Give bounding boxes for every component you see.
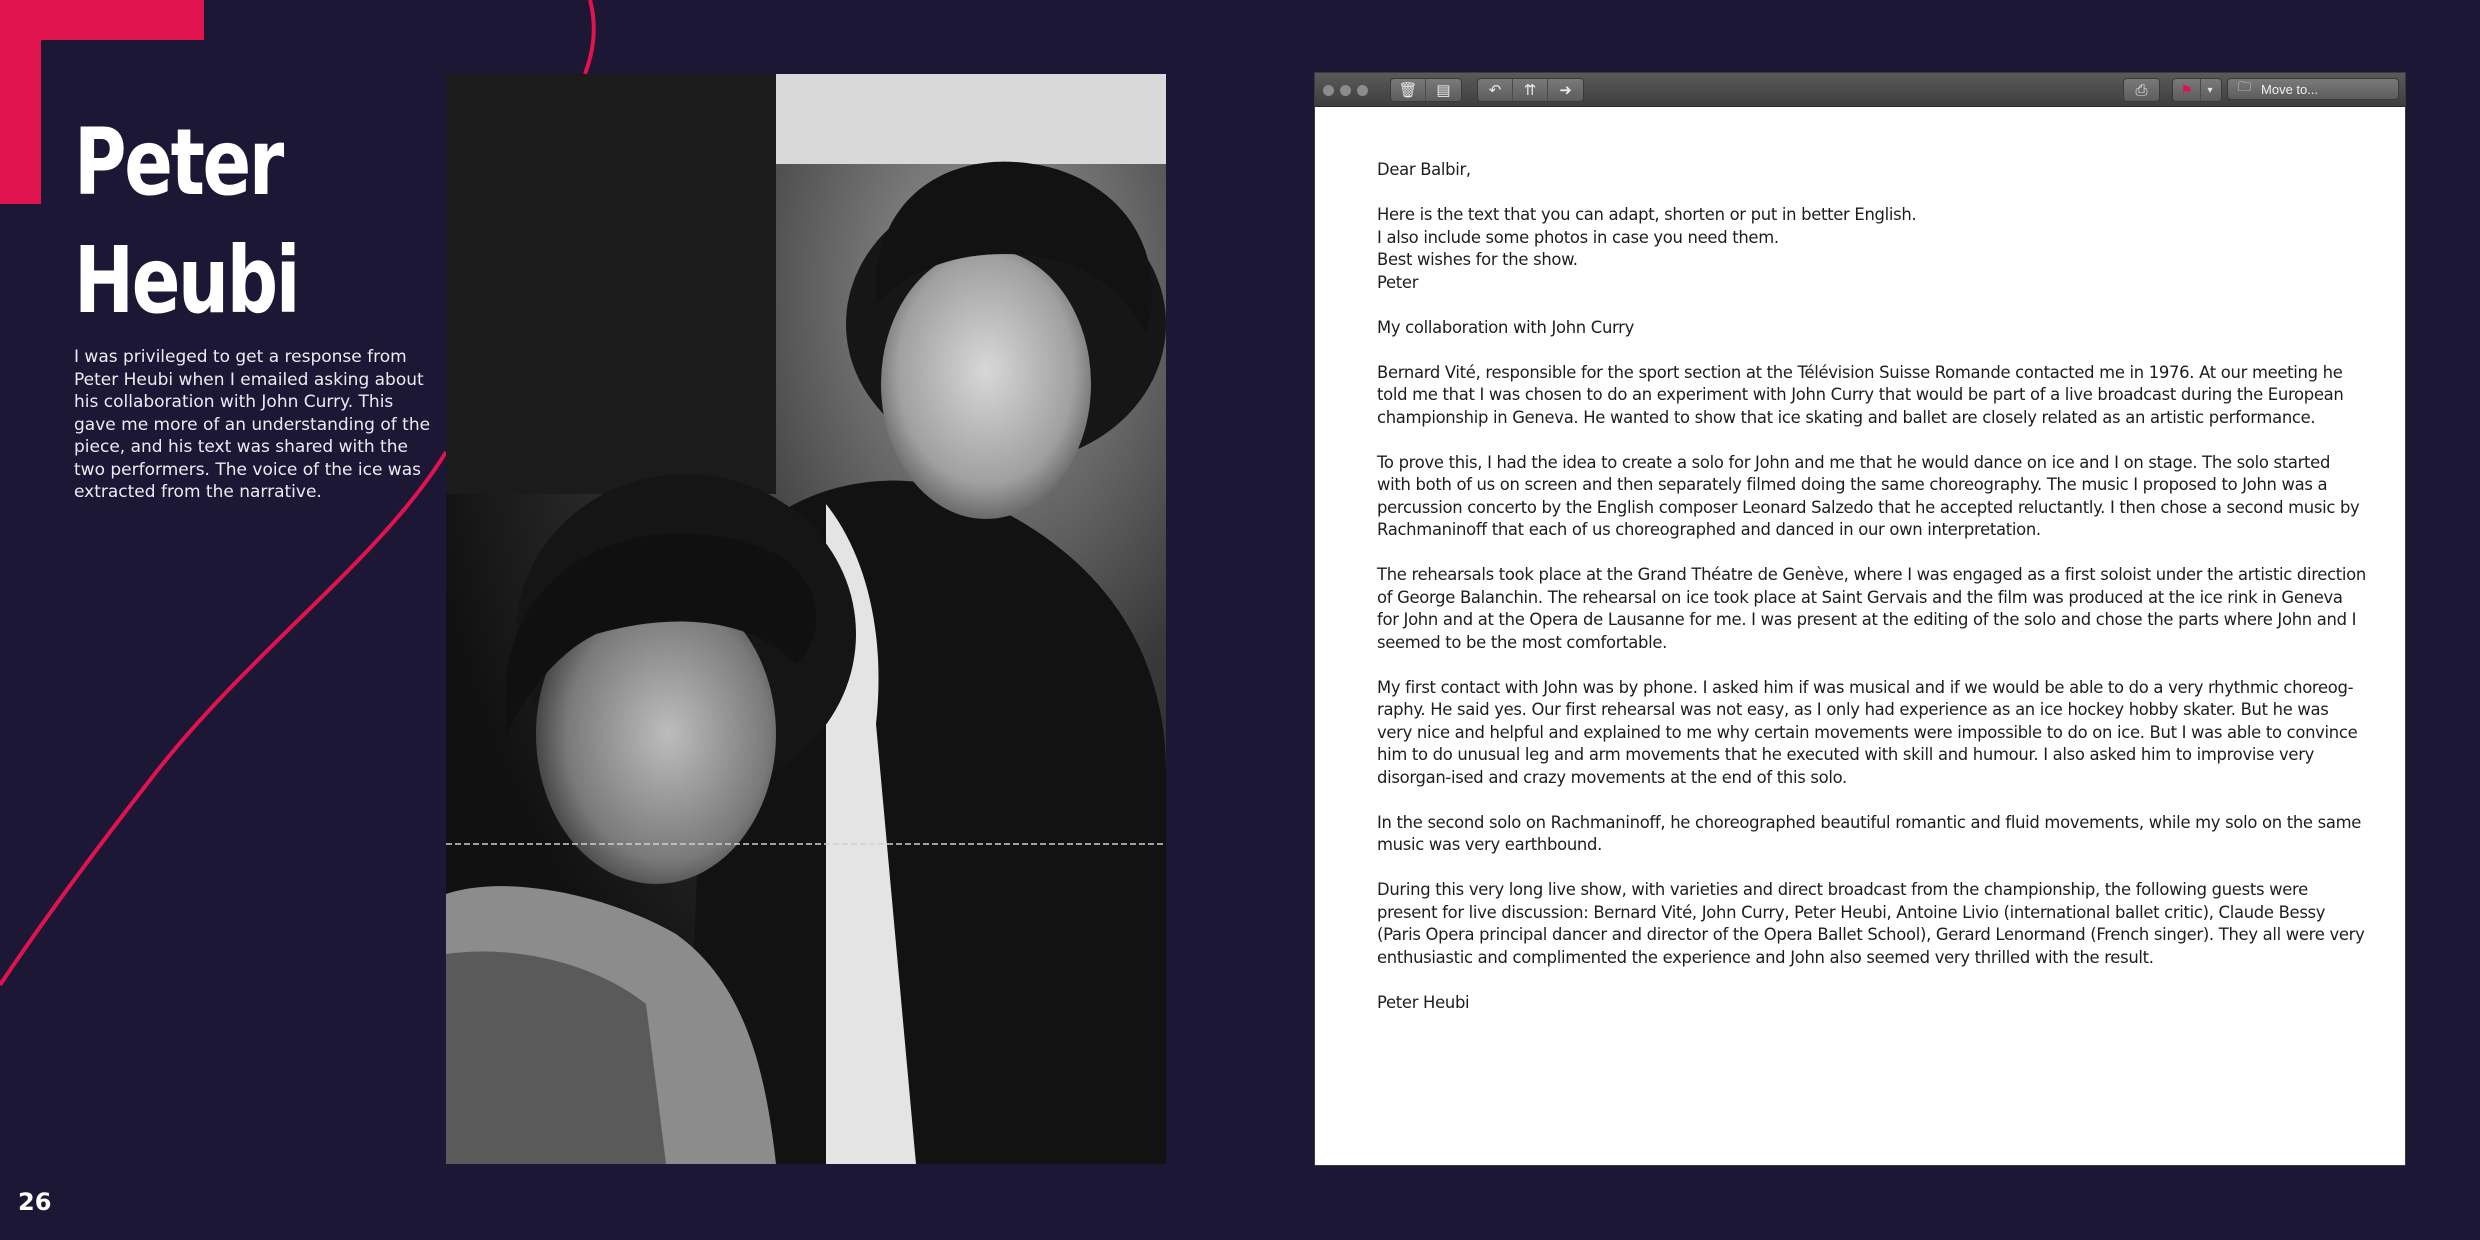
email-paragraph: In the second solo on Rachmaninoff, he choreographed beautiful romantic and fluid movements, while my solo on the same music was very earthbound.	[1377, 812, 2362, 854]
email-intro-line: I also include some photos in case you need them.	[1377, 227, 1779, 247]
window-zoom-dot-icon[interactable]	[1357, 85, 1368, 96]
title-line-first-name: Peter	[74, 109, 282, 216]
corner-bracket-left	[0, 0, 41, 204]
email-signature: Peter Heubi	[1377, 992, 1470, 1012]
print-group	[2123, 78, 2160, 102]
email-intro-lines	[1377, 204, 2367, 294]
flag-group	[2172, 78, 2222, 102]
email-window	[1315, 73, 2405, 1165]
email-toolbar	[1315, 73, 2405, 107]
print-icon[interactable]: ⎙	[2135, 81, 2148, 99]
email-intro-line: Best wishes for the show.	[1377, 250, 1578, 269]
trash-icon[interactable]: 🗑	[1391, 79, 1426, 101]
window-close-dot-icon[interactable]	[1323, 85, 1334, 96]
email-intro-line: Here is the text that you can adapt, shorten or put in better English.	[1377, 205, 1917, 224]
reply-icon[interactable]: ↶	[1478, 79, 1513, 101]
delete-archive-group	[1390, 78, 1462, 102]
email-paragraph: The rehearsals took place at the Grand Théatre de Genève, where I was engaged as a first soloist under the artistic direction of George Balanchin. The rehearsal on ice took place at Saint Gervais and the film was produced at the ice rink in Geneva for John and at the Opera de Lausanne for me. I was present at the editing of the solo and chose the parts where John and I seemed to be the most comfortable.	[1377, 565, 2366, 652]
forward-icon[interactable]: ➜	[1559, 82, 1572, 99]
email-paragraph: During this very long live show, with varieties and direct broadcast from the championship, the following guests were present for live discussion: Bernard Vité, John Curry, Peter Heubi, Antoine Livio (international ballet critic), Claude Bessy (Paris Opera principal dancer and director of the Opera Ballet School), Gerard Lenormand (French singer). They all were very enthusiastic and complimented the experience and John also seemed very thrilled with the result.	[1377, 880, 2365, 967]
email-greeting: Dear Balbir,	[1377, 160, 1471, 179]
chevron-down-icon[interactable]: ▾	[2207, 84, 2213, 96]
email-paragraph: My first contact with John was by phone. I asked him if was musical and if we would be able to do a very rhythmic choreog-raphy. He said yes. Our first rehearsal was not easy, as I only had experience as an ice hockey hobby skater. But he was very nice and helpful and explained to me why certain movements were impossible to do on ice. But I was able to convince him to do unusual leg and arm movements that he executed with skill and humour. I also asked him to improvise very disorgan-ised and crazy movements at the end of this solo.	[1377, 677, 2358, 787]
email-paragraph: Bernard Vité, responsible for the sport section at the Télévision Suisse Romande contacted me in 1976. At our meeting he told me that I was chosen to do an experiment with John Curry that would be part of a live broadcast during the European championship in Geneva. He wanted to show that ice skating and ballet are closely related as an artistic performance.	[1377, 362, 2344, 427]
reply-forward-group	[1477, 78, 1584, 102]
page-number: 26	[18, 1188, 52, 1216]
black-and-white-portrait-photo-icon	[446, 74, 1166, 1164]
intro-paragraph: I was privileged to get a response from Peter Heubi when I emailed asking about his collaboration with John Curry. This gave me more of an understanding of the piece, and his text was shared with the two performers. The voice of the ice was extracted from the narrative.	[74, 347, 431, 502]
title-line-last-name: Heubi	[74, 227, 299, 334]
page-title	[74, 104, 298, 340]
email-subject-line: My collaboration with John Curry	[1377, 317, 1635, 337]
reply-all-icon[interactable]: ⇈	[1513, 79, 1548, 101]
window-minimize-dot-icon[interactable]	[1340, 85, 1351, 96]
portrait-photo	[446, 74, 1166, 1164]
email-paragraph: To prove this, I had the idea to create a solo for John and me that he would dance on ice and I on stage. The solo started with both of us on screen and then separately filmed doing the same choreography. The music I proposed to John was a percussion concerto by the English composer Leonard Salzedo that he accepted reluctantly. I then chose a second music by Rachmaninoff that each of us choreographed and danced in our own interpretation.	[1377, 452, 2360, 539]
flag-icon[interactable]: ⚑	[2173, 79, 2201, 101]
move-to-button[interactable]	[2227, 78, 2399, 100]
archive-icon[interactable]: ▤	[1436, 82, 1451, 99]
move-to-label: Move to...	[2261, 81, 2319, 97]
email-intro-line: Peter	[1377, 272, 1419, 292]
folder-icon: 🗀	[2238, 79, 2252, 94]
email-body	[1377, 159, 2367, 1037]
